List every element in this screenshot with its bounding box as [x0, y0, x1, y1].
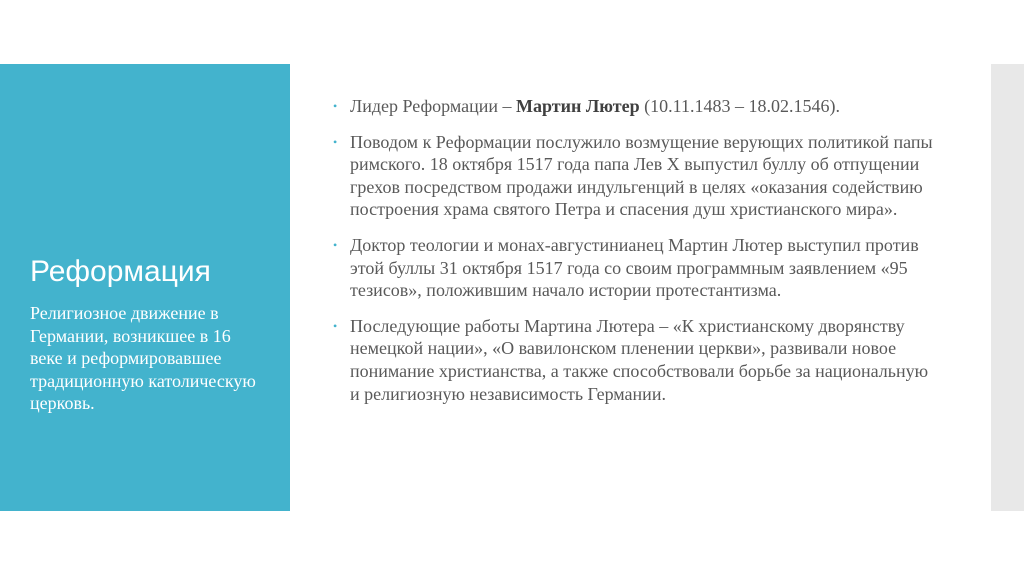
bullet-text: Последующие работы Мартина Лютера – «К христианскому дворянству немецкой нации», «О вавилонском пленении церкви», развивали новое понимание христианства, а также способствовали борьбе за национальную и религиозную независимость Германии. — [350, 315, 929, 404]
slide-subtitle: Религиозное движение в Германии, возникшее в 16 веке и реформировавшее традиционную католическую церковь. — [30, 303, 256, 414]
bullet-item — [333, 95, 933, 118]
bullet-text: Поводом к Реформации послужило возмущение верующих политикой папы римского. 18 октября 1517 года папа Лев X выпустил буллу об отпущении грехов посредством продажи индульгенций в целях «оказания содействию построения храма святого Петра и спасения душ христианского мира». — [350, 131, 933, 220]
bullet-suffix: (10.11.1483 – 18.02.1546). — [639, 96, 840, 116]
bullet-item — [333, 234, 933, 302]
bullet-list — [333, 95, 933, 418]
bullet-icon: • — [333, 237, 338, 252]
bullet-text: Доктор теологии и монах-августинианец Мартин Лютер выступил против этой буллы 31 октября 1517 года со своим программным заявлением «95 тезисов», положившим начало истории протестантизма. — [350, 234, 919, 301]
bullet-bold-name: Мартин Лютер — [516, 96, 640, 116]
side-bar — [991, 64, 1024, 511]
bullet-item — [333, 131, 933, 221]
bullet-icon: • — [333, 134, 338, 149]
slide-title: Реформация — [30, 255, 211, 288]
bullet-icon: • — [333, 318, 338, 333]
bullet-item — [333, 315, 933, 405]
bullet-icon: • — [333, 99, 338, 113]
bullet-prefix: Лидер Реформации – — [350, 96, 517, 116]
